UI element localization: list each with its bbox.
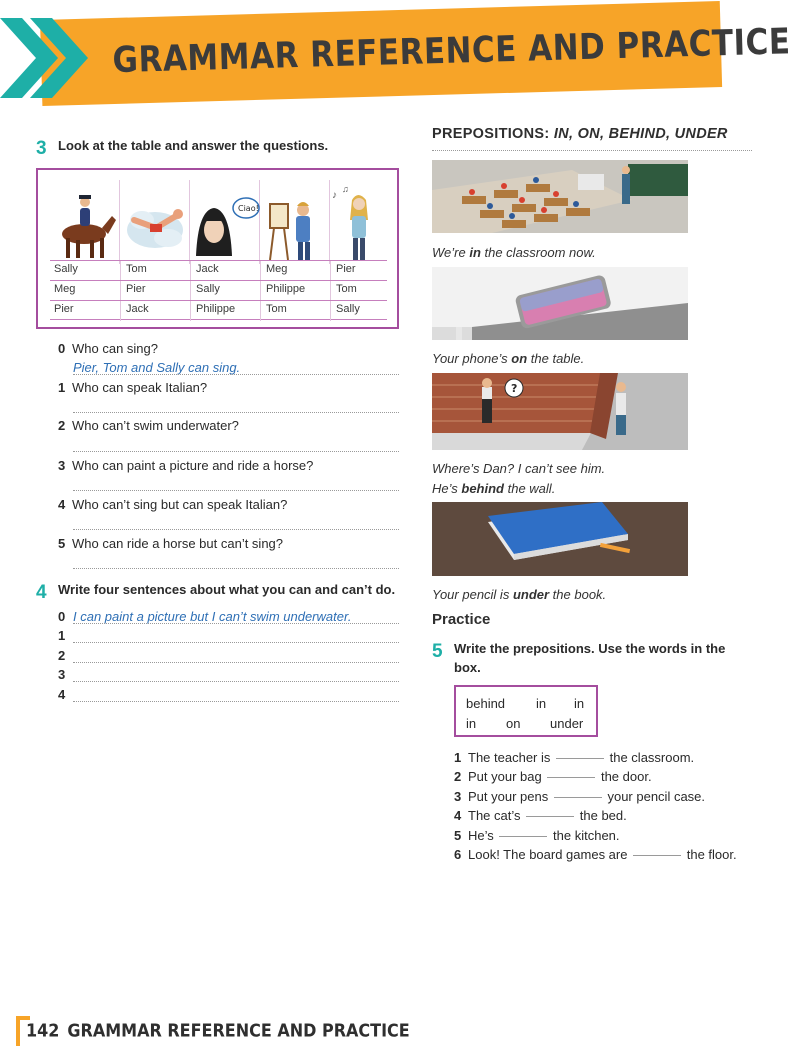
answer-line[interactable] bbox=[73, 642, 399, 643]
gap-blank[interactable] bbox=[547, 777, 595, 778]
sentence-number: 2 bbox=[58, 648, 66, 663]
speech-bubble-text: Ciao! bbox=[238, 204, 259, 213]
question-0: 0 Who can sing? bbox=[58, 341, 158, 356]
gap-blank[interactable] bbox=[526, 816, 574, 817]
caption-in: We’re in the classroom now. bbox=[432, 245, 596, 260]
wall-image bbox=[432, 373, 688, 450]
exercise-number: 3 bbox=[36, 138, 47, 159]
page-number: 142 bbox=[26, 1020, 60, 1041]
gap-item-6: 6 Look! The board games are the floor. bbox=[454, 847, 737, 862]
answer-line[interactable] bbox=[73, 529, 399, 530]
table-row: Meg Pier Sally Philippe Tom bbox=[50, 280, 387, 300]
question-2: 2 Who can’t swim underwater? bbox=[58, 418, 239, 433]
practice-heading: Practice bbox=[432, 611, 491, 628]
gap-blank[interactable] bbox=[554, 797, 602, 798]
answer-line[interactable] bbox=[73, 623, 399, 624]
sentence-number: 1 bbox=[58, 628, 66, 643]
footer-accent bbox=[16, 1016, 20, 1046]
gap-blank[interactable] bbox=[556, 758, 604, 759]
gap-item-5: 5 He’s the kitchen. bbox=[454, 828, 620, 843]
chevron-decoration-icon bbox=[0, 18, 100, 118]
answer-line[interactable] bbox=[73, 681, 399, 682]
table-row: Sally Tom Jack Meg Pier bbox=[50, 260, 387, 280]
gap-item-4: 4 The cat’s the bed. bbox=[454, 808, 627, 823]
caption-under: Your pencil is under the book. bbox=[432, 587, 607, 602]
caption-on: Your phone’s on the table. bbox=[432, 351, 585, 366]
exercise-title: Look at the table and answer the questions. bbox=[58, 138, 329, 153]
answer-line[interactable] bbox=[73, 374, 399, 375]
svg-text:♫: ♫ bbox=[342, 184, 349, 194]
gap-item-1: 1 The teacher is the classroom. bbox=[454, 750, 695, 765]
answer-line[interactable] bbox=[73, 490, 399, 491]
answer-line[interactable] bbox=[73, 662, 399, 663]
page-title: GRAMMAR REFERENCE AND PRACTICE bbox=[112, 21, 792, 82]
section-heading: PREPOSITIONS: IN, ON, BEHIND, UNDER bbox=[432, 126, 728, 142]
gap-blank[interactable] bbox=[499, 836, 547, 837]
caption-where: Where’s Dan? I can’t see him. bbox=[432, 461, 606, 476]
question-4: 4 Who can’t sing but can speak Italian? bbox=[58, 497, 288, 512]
sentence-number: 0 bbox=[58, 609, 66, 624]
answer-line[interactable] bbox=[73, 451, 399, 452]
answer-example: Pier, Tom and Sally can sing. bbox=[73, 360, 241, 375]
swimmer-icon bbox=[120, 180, 190, 264]
word-box: behind in in in on under bbox=[454, 685, 598, 737]
svg-text:♪: ♪ bbox=[332, 190, 337, 201]
answer-line[interactable] bbox=[73, 412, 399, 413]
classroom-image bbox=[432, 160, 688, 233]
ability-table bbox=[36, 168, 399, 329]
example-sentence: I can paint a picture but I can’t swim underwater. bbox=[73, 609, 352, 624]
italian-speaker-icon bbox=[190, 180, 260, 264]
question-bubble-text: ? bbox=[511, 382, 518, 395]
exercise-title-cont: box. bbox=[454, 660, 481, 675]
singer-icon bbox=[330, 180, 400, 264]
gap-blank[interactable] bbox=[633, 855, 681, 856]
sentence-number: 4 bbox=[58, 687, 66, 702]
question-1: 1 Who can speak Italian? bbox=[58, 380, 208, 395]
exercise-title: Write the prepositions. Use the words in the bbox=[454, 641, 726, 656]
phone-on-table-image bbox=[432, 267, 688, 340]
divider bbox=[432, 150, 752, 151]
book-image bbox=[432, 502, 688, 576]
exercise-title: Write four sentences about what you can and can’t do. bbox=[58, 582, 396, 597]
horse-rider-icon bbox=[50, 180, 120, 264]
gap-item-2: 2 Put your bag the door. bbox=[454, 769, 652, 784]
question-3: 3 Who can paint a picture and ride a horse? bbox=[58, 458, 314, 473]
exercise-number: 4 bbox=[36, 582, 47, 603]
footer-title: GRAMMAR REFERENCE AND PRACTICE bbox=[67, 1020, 410, 1041]
table-row: Pier Jack Philippe Tom Sally bbox=[50, 300, 387, 320]
gap-item-3: 3 Put your pens your pencil case. bbox=[454, 789, 706, 804]
question-5: 5 Who can ride a horse but can’t sing? bbox=[58, 536, 284, 551]
sentence-number: 3 bbox=[58, 667, 66, 682]
answer-line[interactable] bbox=[73, 568, 399, 569]
painter-icon bbox=[260, 180, 330, 264]
page-footer bbox=[26, 1020, 410, 1041]
answer-line[interactable] bbox=[73, 701, 399, 702]
exercise-number: 5 bbox=[432, 641, 443, 662]
caption-behind: He’s behind the wall. bbox=[432, 481, 556, 496]
